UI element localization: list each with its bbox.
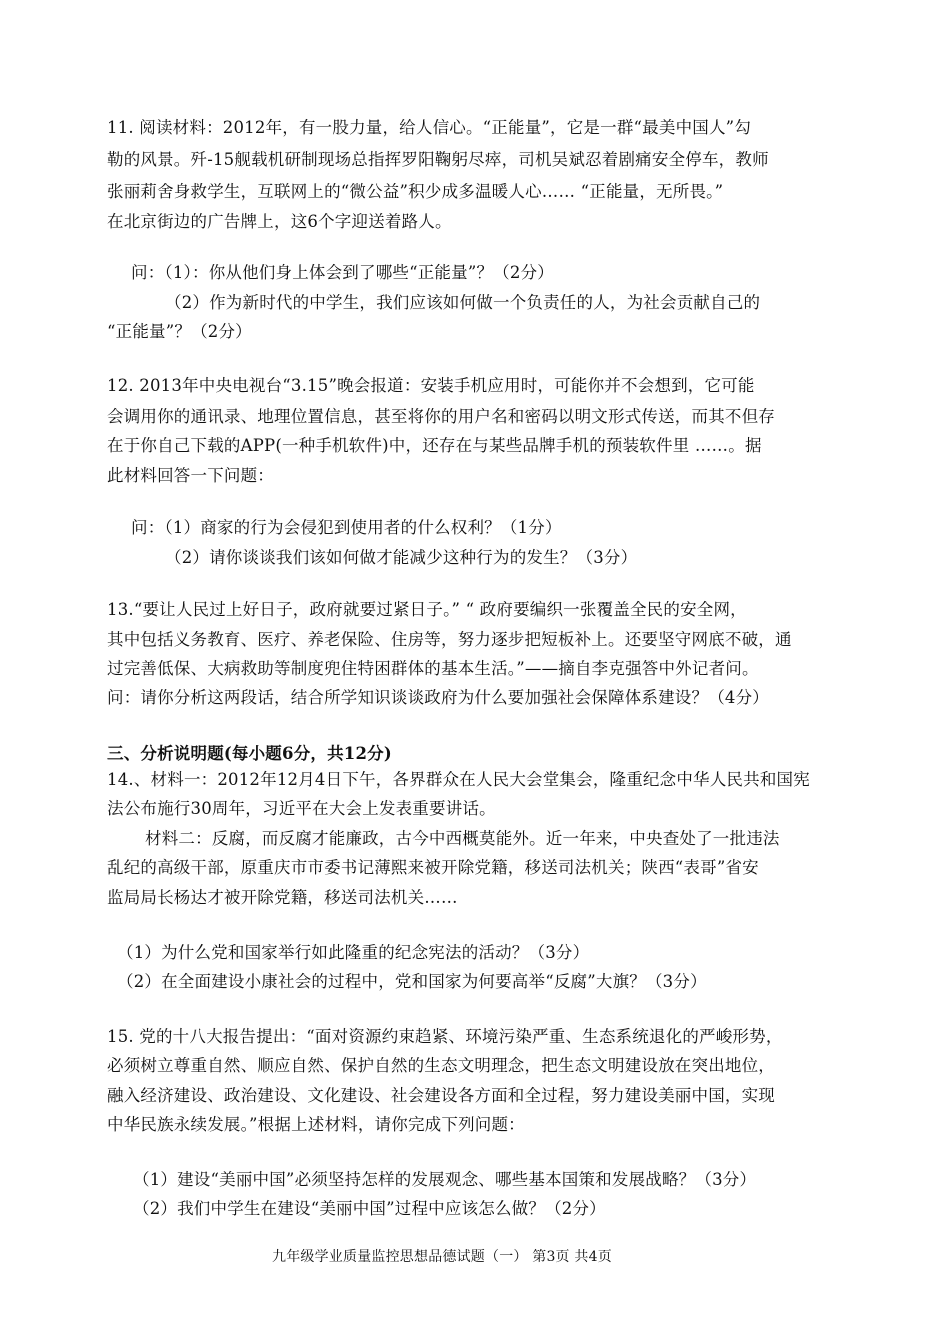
q11-line-4: 在北京街边的广告牌上，这6个字迎送着路人。 bbox=[107, 212, 452, 231]
q12-line-1: 12. 2013年中央电视台“3.15”晚会报道：安装手机应用时，可能你并不会想到，它可能 bbox=[107, 376, 755, 395]
q14-question-2: （2）在全面建设小康社会的过程中，党和国家为何要高举“反腐”大旗？（3分） bbox=[117, 972, 707, 991]
q14-line-3: 材料二：反腐，而反腐才能廉政，古今中西概莫能外。近一年来，中央查处了一批违法 bbox=[145, 829, 780, 848]
q15-line-3: 融入经济建设、政治建设、文化建设、社会建设各方面和全过程，努力建设美丽中国，实现 bbox=[107, 1086, 775, 1105]
q11-line-3: 张丽莉舍身救学生，互联网上的“微公益”积少成多温暖人心…… “正能量，无所畏。” bbox=[107, 182, 724, 201]
q14-question-1: （1）为什么党和国家举行如此隆重的纪念宪法的活动？（3分） bbox=[117, 943, 590, 962]
q12-question-1: 问：（1）商家的行为会侵犯到使用者的什么权利？（1分） bbox=[131, 518, 562, 537]
q13-line-1: 13.“要让人民过上好日子，政府就要过紧日子。” “ 政府要编织一张覆盖全民的安全网， bbox=[107, 600, 747, 619]
q13-line-4: 问：请你分析这两段话，结合所学知识谈谈政府为什么要加强社会保障体系建设？（4分） bbox=[107, 688, 769, 707]
q13-line-3: 过完善低保、大病救助等制度兜住特困群体的基本生活。”——摘自李克强答中外记者问。 bbox=[107, 659, 759, 678]
q11-question-1: 问：（1）：你从他们身上体会到了哪些“正能量”？（2分） bbox=[131, 263, 554, 282]
q14-line-1: 14.、材料一：2012年12月4日下午，各界群众在人民大会堂集会，隆重纪念中华人民共和国宪 bbox=[107, 770, 810, 789]
q15-line-2: 必须树立尊重自然、顺应自然、保护自然的生态文明理念，把生态文明建设放在突出地位， bbox=[107, 1056, 775, 1075]
q12-line-4: 此材料回答一下问题： bbox=[107, 466, 274, 485]
q12-question-2: （2）请你谈谈我们该如何做才能减少这种行为的发生？（3分） bbox=[165, 548, 638, 567]
q14-line-2: 法公布施行30周年，习近平在大会上发表重要讲话。 bbox=[107, 799, 496, 818]
q12-line-3: 在于你自己下载的APP(一种手机软件)中，还存在与某些品牌手机的预装软件里 ……。据 bbox=[107, 436, 762, 455]
q14-line-4: 乱纪的高级干部，原重庆市市委书记薄熙来被开除党籍，移送司法机关；陕西“表哥”省安 bbox=[107, 858, 759, 877]
q11-line-1: 11. 阅读材料：2012年，有一股力量，给人信心。“正能量”，它是一群“最美中国人”勾 bbox=[107, 118, 752, 137]
q13-line-2: 其中包括义务教育、医疗、养老保险、住房等，努力逐步把短板补上。还要坚守网底不破，通 bbox=[107, 630, 792, 649]
q15-question-2: （2）我们中学生在建设“美丽中国”过程中应该怎么做？（2分） bbox=[133, 1199, 606, 1218]
q11-question-2-cont: “正能量”？（2分） bbox=[107, 322, 252, 341]
q12-line-2: 会调用你的通讯录、地理位置信息，甚至将你的用户名和密码以明文形式传送，而其不但存 bbox=[107, 407, 775, 426]
q15-line-1: 15. 党的十八大报告提出：“面对资源约束趋紧、环境污染严重、生态系统退化的严峻形势， bbox=[107, 1027, 783, 1046]
q11-question-2: （2）作为新时代的中学生，我们应该如何做一个负责任的人，为社会贡献自己的 bbox=[165, 293, 761, 312]
section-3-title: 三、分析说明题(每小题6分，共12分) bbox=[107, 744, 392, 763]
q14-line-5: 监局局长杨达才被开除党籍，移送司法机关…… bbox=[107, 888, 458, 907]
q11-line-2: 勒的风景。歼-15舰载机研制现场总指挥罗阳鞠躬尽瘁，司机吴斌忍着剧痛安全停车，教师 bbox=[107, 150, 769, 169]
q15-question-1: （1）建设“美丽中国”必须坚持怎样的发展观念、哪些基本国策和发展战略？（3分） bbox=[133, 1170, 757, 1189]
q15-line-4: 中华民族永续发展。”根据上述材料，请你完成下列问题： bbox=[107, 1115, 525, 1134]
page-footer: 九年级学业质量监控思想品德试题（一） 第3页 共4页 bbox=[272, 1249, 612, 1265]
